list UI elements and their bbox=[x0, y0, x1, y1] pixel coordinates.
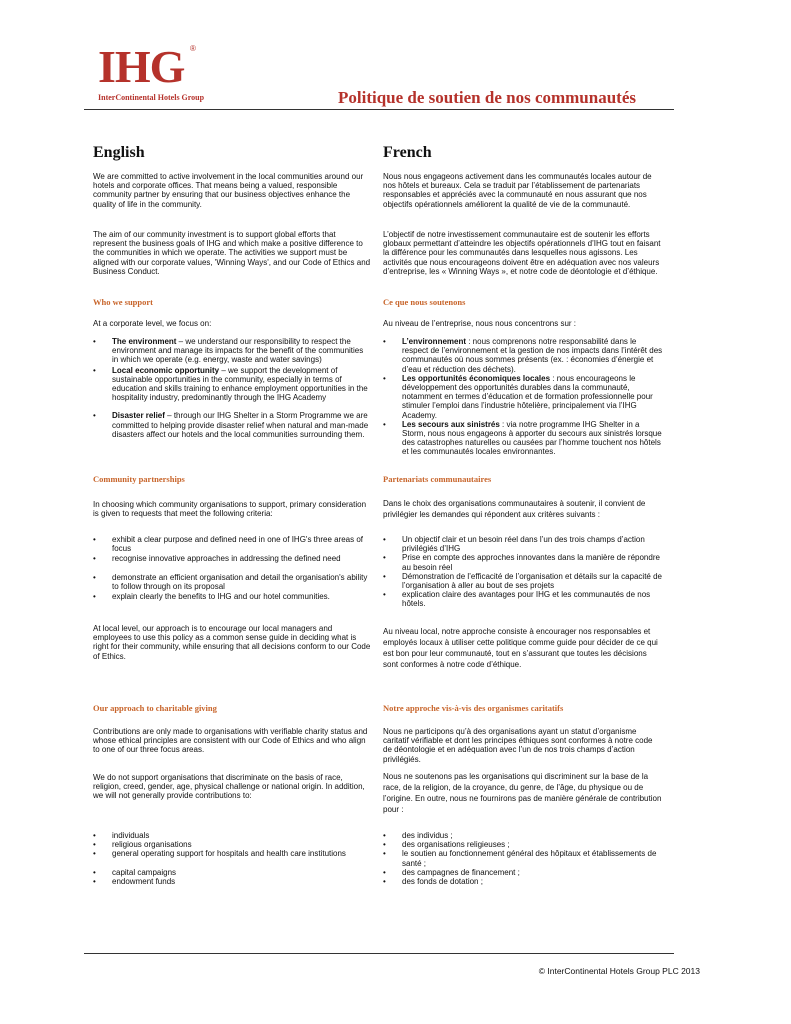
charitable-giving-heading: Our approach to charitable giving bbox=[93, 703, 217, 713]
exclusions-list bbox=[93, 831, 346, 886]
list-item: • capital campaigns bbox=[93, 868, 346, 877]
exclusions-list-fr bbox=[383, 831, 663, 886]
local-level-text-fr: Au niveau local, notre approche consiste à encourager nos responsables et employés locaux à utiliser cette politique comme guide pour décider de ce qui est bon pour leur communauté, tout en s’assurant que toutes les décisions sont conformes à notre code d’éthique. bbox=[383, 627, 658, 669]
french-heading: French bbox=[383, 144, 432, 161]
charity-text-1-fr: Nous ne participons qu’à des organisations ayant un statut d’organisme caritatif vérifiable et dont les principes éthiques sont conformes à notre code de déontologie et en adéquation avec l’un de nos trois champs d’action privilégiés. bbox=[383, 727, 653, 764]
list-item: • Démonstration de l’efficacité de l’organisation et détails sur la capacité de l’organisation à aller au bout de ses projets bbox=[383, 572, 663, 590]
list-item: • The environment – we understand our responsibility to respect the environment and manage its impacts for the benefit of the communities in which we operate (e.g. energy, waste and water savings) bbox=[93, 337, 371, 365]
list-item: • Local economic opportunity – we support the development of sustainable opportunities in the community, especially in terms of education and skills training to enhance employment opportunities in the hospitality industry, predominantly through the IHG Academy bbox=[93, 366, 371, 403]
footer-divider bbox=[84, 953, 674, 954]
list-item: • des campagnes de financement ; bbox=[383, 868, 663, 877]
focus-list-fr bbox=[383, 337, 663, 457]
list-item: • general operating support for hospitals and health care institutions bbox=[93, 849, 346, 858]
who-intro: At a corporate level, we focus on: bbox=[93, 319, 212, 328]
list-item: • demonstrate an efficient organisation and detail the organisation's ability to follow through on its proposal bbox=[93, 573, 371, 591]
list-item: • des individus ; bbox=[383, 831, 663, 840]
local-level-text: At local level, our approach is to encourage our local managers and employees to use this policy as a common sense guide in deciding what is right for their community, while ensuring that all decisions conform to our Code of Ethics. bbox=[93, 624, 371, 661]
list-item: • Prise en compte des approches innovantes dans la manière de répondre au besoin réel bbox=[383, 553, 663, 571]
partner-intro-fr: Dans le choix des organisations communautaires à soutenir, il convient de privilégier les demandes qui répondent aux critères suivants : bbox=[383, 499, 646, 519]
organismes-caritatifs-heading: Notre approche vis-à-vis des organismes caritatifs bbox=[383, 703, 564, 713]
charity-text-2-fr: Nous ne soutenons pas les organisations qui discriminent sur la base de la race, de la religion, de la croyance, du genre, de l’âge, du physique ou de l’origine. En outre, nous ne fournirons pas de manière générale de contribution pour : bbox=[383, 772, 662, 814]
french-intro-1: Nous nous engageons activement dans les communautés locales autour de nos hôtels et bureaux. Cela se traduit par l’établissement de partenariats responsables et appréciés avec la communauté en nous assurant que nos objectifs opérationnels améliorent la qualité de vie de la communauté. bbox=[383, 172, 652, 209]
who-intro-fr: Au niveau de l’entreprise, nous nous concentrons sur : bbox=[383, 319, 577, 328]
charity-text-1: Contributions are only made to organisations with verifiable charity status and whose ethical principles are consistent with our Code of Ethics and who align to one of our three focus areas. bbox=[93, 727, 368, 755]
list-item: • Un objectif clair et un besoin réel dans l’un des trois champs d’action privilégiés d’IHG bbox=[383, 535, 663, 553]
criteria-list-fr bbox=[383, 535, 663, 609]
list-item: • explication claire des avantages pour IHG et les communautés de nos hôtels. bbox=[383, 590, 663, 608]
list-item: • endowment funds bbox=[93, 877, 346, 886]
list-item: • exhibit a clear purpose and defined need in one of IHG's three areas of focus bbox=[93, 535, 371, 553]
list-item: • Disaster relief – through our IHG Shelter in a Storm Programme we are committed to helping provide disaster relief when natural and man-made disasters affect our hotels and the local communities surrounding them. bbox=[93, 411, 371, 439]
copyright: © InterContinental Hotels Group PLC 2013 bbox=[538, 966, 700, 976]
registered-mark: ® bbox=[190, 44, 196, 53]
list-item: • Les opportunités économiques locales : nous encourageons le développement des opportunités durables dans la communauté, notamment en termes d’éducation et de formation professionnelle pour stimuler l’emploi dans l’industrie hôtelière, principalement via l’IHG Academy. bbox=[383, 374, 663, 420]
list-item: • recognise innovative approaches in addressing the defined need bbox=[93, 554, 371, 563]
french-intro-2: L’objectif de notre investissement communautaire est de soutenir les efforts globaux permettant d’atteindre les objectifs opérationnels d’IHG tout en faisant la différence pour les communautés dans lesquelles nous agissons. Les activités que nous encourageons doivent être en adéquation avec nos valeurs d’entreprise, les « Winning Ways », et notre code de déontologie et d’éthique. bbox=[383, 230, 661, 276]
charity-text-2: We do not support organisations that discriminate on the basis of race, religion, creed, gender, age, physical challenge or national origin. In addition, we will not generally provide contributions to: bbox=[93, 773, 365, 801]
list-item: • Les secours aux sinistrés : via notre programme IHG Shelter in a Storm, nous nous engageons à apporter du secours aux sinistrés lorsque des catastrophes naturelles ou causées par l’homme touchent nos hôtels et les communautés locales environnantes. bbox=[383, 420, 663, 457]
list-item: • L’environnement : nous comprenons notre responsabilité dans le respect de l’environnement et la gestion de nos impacts dans l’intérêt des communautés où nous sommes présents (ex. : économies d’énergie et d’eau et réduction des déchets). bbox=[383, 337, 663, 374]
list-item: • des fonds de dotation ; bbox=[383, 877, 663, 886]
who-we-support-heading: Who we support bbox=[93, 297, 153, 307]
partenariats-heading: Partenariats communautaires bbox=[383, 474, 492, 484]
criteria-list bbox=[93, 535, 371, 601]
ce-que-nous-soutenons-heading: Ce que nous soutenons bbox=[383, 297, 466, 307]
english-heading: English bbox=[93, 144, 145, 161]
logo-letters: IHG bbox=[98, 41, 185, 92]
focus-list bbox=[93, 337, 371, 439]
ihg-logo bbox=[98, 41, 228, 106]
logo-subtitle: InterContinental Hotels Group bbox=[98, 93, 205, 102]
list-item: • le soutien au fonctionnement général des hôpitaux et établissements de santé ; bbox=[383, 849, 663, 867]
list-item: • religious organisations bbox=[93, 840, 346, 849]
list-item: • explain clearly the benefits to IHG and our hotel communities. bbox=[93, 592, 371, 601]
english-intro-2: The aim of our community investment is to support global efforts that represent the business goals of IHG and which make a positive difference to the communities in which we operate. The activities we support must be aligned with our corporate values, 'Winning Ways', and our Code of Ethics and Business Conduct. bbox=[93, 230, 371, 276]
community-partnerships-heading: Community partnerships bbox=[93, 474, 185, 484]
list-item: • des organisations religieuses ; bbox=[383, 840, 663, 849]
partner-intro: In choosing which community organisations to support, primary consideration is given to requests that meet the following criteria: bbox=[93, 500, 367, 519]
document-title: Politique de soutien de nos communautés bbox=[338, 88, 636, 107]
english-intro-1: We are committed to active involvement in the local communities around our hotels and corporate offices. That means being a valued, responsible community partner by ensuring that our business objectives enhance the quality of life in the community. bbox=[93, 172, 364, 209]
list-item: • individuals bbox=[93, 831, 346, 840]
header-divider bbox=[84, 109, 674, 110]
